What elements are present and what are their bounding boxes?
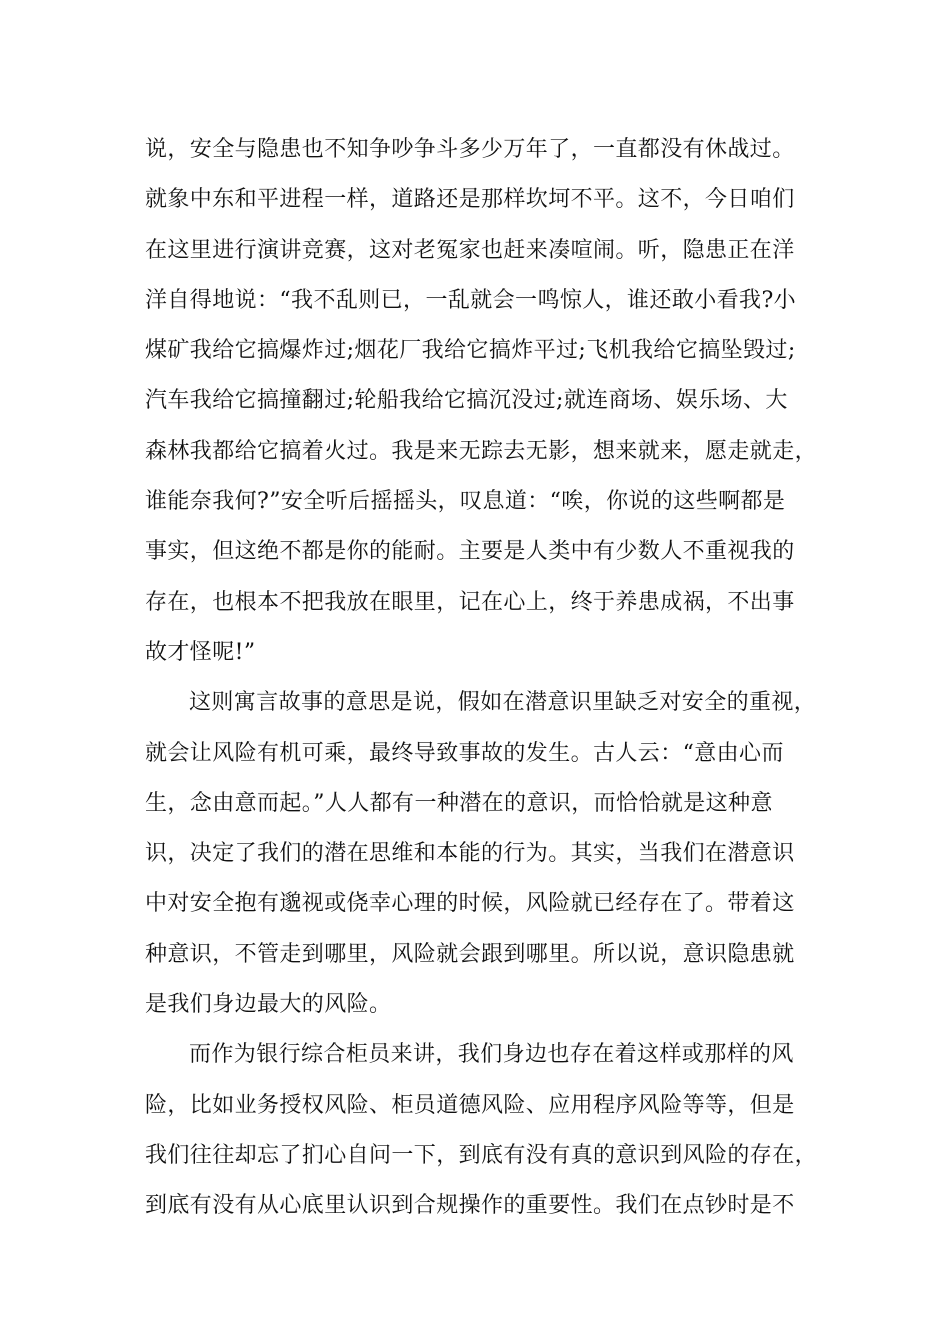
text-line: 故才怪呢!” [145, 639, 256, 665]
paragraph-first-line: 这则寓言故事的意思是说，假如在潜意识里缺乏对安全的重视， [189, 690, 817, 716]
paragraph-first-line: 而作为银行综合柜员来讲，我们身边也存在着这样或那样的风 [189, 1042, 794, 1068]
text-line: 中对安全抱有邈视或侥幸心理的时候，风险就已经存在了。带着这 [145, 891, 795, 917]
text-line: 事实，但这绝不都是你的能耐。主要是人类中有少数人不重视我的 [145, 539, 795, 565]
text-line: 森林我都给它搞着火过。我是来无踪去无影，想来就来，愿走就走， [145, 438, 818, 464]
text-line: 就象中东和平进程一样，道路还是那样坎坷不平。这不，今日咱们 [145, 187, 795, 213]
text-line: 生，念由意而起。”人人都有一种潜在的意识，而恰恰就是这种意 [145, 790, 773, 816]
text-line: 汽车我给它搞撞翻过;轮船我给它搞沉没过;就连商场、娱乐场、大 [145, 388, 788, 414]
body-text [145, 125, 825, 1232]
text-line: 煤矿我给它搞爆炸过;烟花厂我给它搞炸平过;飞机我给它搞坠毁过; [145, 338, 796, 364]
text-line: 谁能奈我何?”安全听后摇摇头，叹息道：“唉，你说的这些啊都是 [145, 489, 786, 515]
text-line: 在这里进行演讲竞赛，这对老冤家也赶来凑喧闹。听，隐患正在洋 [145, 237, 795, 263]
text-line: 到底有没有从心底里认识到合规操作的重要性。我们在点钞时是不 [145, 1193, 795, 1219]
text-line: 种意识，不管走到哪里，风险就会跟到哪里。所以说，意识隐患就 [145, 941, 795, 967]
text-line: 就会让风险有机可乘，最终导致事故的发生。古人云：“意由心而 [145, 740, 784, 766]
text-line: 洋自得地说：“我不乱则已，一乱就会一鸣惊人，谁还敢小看我?小 [145, 287, 797, 313]
text-line: 是我们身边最大的风险。 [145, 992, 392, 1018]
text-line: 识，决定了我们的潜在思维和本能的行为。其实，当我们在潜意识 [145, 841, 795, 867]
text-line: 存在，也根本不把我放在眼里，记在心上，终于养患成祸，不出事 [145, 589, 795, 615]
text-line: 险，比如业务授权风险、柜员道德风险、应用程序风险等等，但是 [145, 1092, 795, 1118]
text-line: 说，安全与隐患也不知争吵争斗多少万年了，一直都没有休战过。 [145, 137, 795, 162]
text-line: 我们往往却忘了扪心自问一下，到底有没有真的意识到风险的存在， [145, 1142, 818, 1168]
